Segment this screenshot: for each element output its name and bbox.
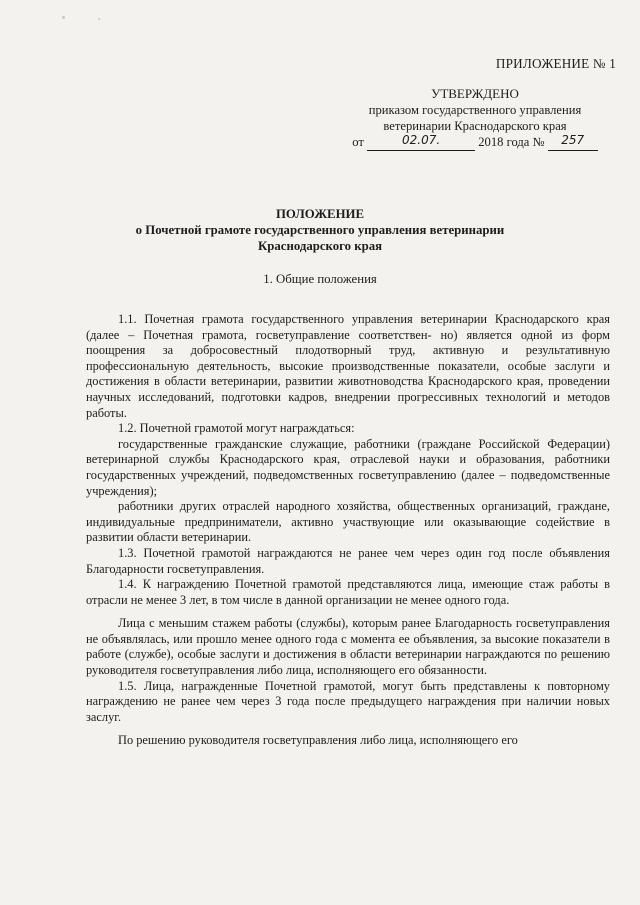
paragraph-1-4: 1.4. К награждению Почетной грамотой представляются лица, имеющие стаж работы в отрасли не менее 3 лет, в том числе в данной организации не менее одного года. <box>86 577 610 607</box>
handwritten-number: 257 <box>561 133 585 147</box>
paragraph-1-5: 1.5. Лица, награжденные Почетной грамотой, могут быть представлены к повторному награждению не ранее чем через 3 года после предыдущего награждения при наличии новых заслуг. <box>86 678 610 724</box>
section-heading: 1. Общие положения <box>263 272 377 286</box>
number-field <box>548 133 598 151</box>
order-date-line <box>330 134 620 151</box>
title-line-3: Краснодарского края <box>257 239 383 253</box>
scan-speck <box>62 16 65 19</box>
order-line-1: приказом государственного управления <box>368 103 582 117</box>
handwritten-date: 02.07. <box>402 133 441 147</box>
paragraph-1-3: 1.3. Почетной грамотой награждаются не ранее чем через один год после объявления Благодарности госветуправления. <box>86 545 610 576</box>
scan-speck <box>98 18 100 20</box>
date-field <box>367 133 475 151</box>
appendix-label: ПРИЛОЖЕНИЕ № 1 <box>495 56 616 71</box>
paragraph-by-decision: По решению руководителя госветуправления либо лица, исполняющего его <box>118 733 518 748</box>
paragraph-1-1: 1.1. Почетная грамота государственного управления ветеринарии Краснодарского края (далее – Почетная грамота, госветуправление соответствен- но) является одной из форм поощрения за добросовестный плодотворный труд, активную и результативную профессиональную деятельность, высокие производственные показатели, особые заслуги и достижения в области ветеринарии, развитии животноводства Краснодарского края, проведении научных исследований, подготовки кадров, внедрении прогрессивных технологий и методов работы. <box>86 312 610 420</box>
paragraph-other-workers: работники других отраслей народного хозяйства, общественных организаций, граждане, индивидуальные предприниматели, активно участвующие или оказывающие содействие в развитии области ветеринарии. <box>86 499 610 545</box>
paragraph-1-2: 1.2. Почетной грамотой могут награждаться: <box>118 421 355 436</box>
approval-block <box>330 86 620 151</box>
document-body <box>86 312 610 749</box>
document-title <box>0 206 640 254</box>
paragraph-shorter-tenure: Лица с меньшим стажем работы (службы), которым ранее Благодарность госветуправления не объявлялась, или прошло менее одного года с момента ее объявления, за высокие показатели в работе (службе), особые заслуги и достижения в области ветеринарии награждаются по решению руководителя госветуправления либо лица, исполняющего его обязанности. <box>86 616 610 678</box>
paragraph-civil-servants: государственные гражданские служащие, работники (граждане Российской Федерации) ветеринарной службы Краснодарского края, отраслевой науки и образования, работники государственных учреждений, подведомственных госветуправлению (далее – подведомственные учреждения); <box>86 436 610 498</box>
order-line-2: ветеринарии Краснодарского края <box>383 119 567 133</box>
year-text: 2018 года № <box>478 135 545 149</box>
title-line-2: о Почетной грамоте государственного управления ветеринарии <box>135 223 505 237</box>
approved-heading: УТВЕРЖДЕНО <box>431 86 519 101</box>
title-line-1: ПОЛОЖЕНИЕ <box>275 207 365 221</box>
date-prefix: от <box>352 135 364 149</box>
